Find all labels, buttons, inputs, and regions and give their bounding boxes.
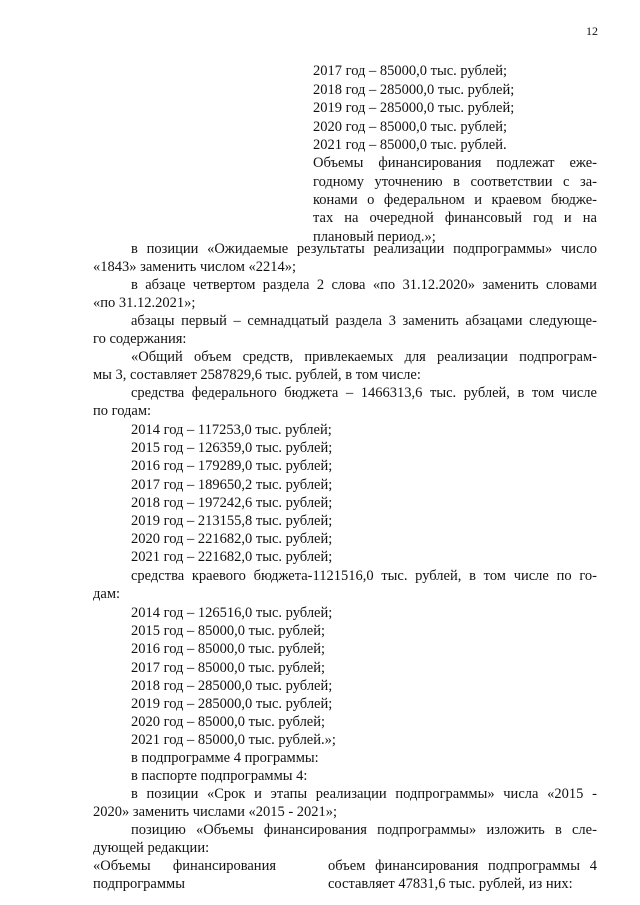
word: финансирования <box>172 858 276 874</box>
note-line <box>313 191 597 209</box>
federal-year-line: 2014 год – 117253,0 тыс. рублей; <box>131 422 332 438</box>
regional-year-line: 2014 год – 126516,0 тыс. рублей; <box>131 605 333 621</box>
word: го- <box>579 568 597 584</box>
word: числе <box>561 385 597 401</box>
word: 1466313,6 <box>360 385 423 401</box>
word: объем <box>328 858 366 874</box>
paragraph-line: дующей редакции: <box>93 840 210 856</box>
paragraph-line <box>131 240 597 258</box>
word: финансирования <box>375 858 479 874</box>
word: очередной <box>369 210 434 226</box>
regional-year-line: 2017 год – 85000,0 тыс. рублей; <box>131 659 326 676</box>
regional-year-line: 2015 год – 85000,0 тыс. рублей; <box>131 623 326 640</box>
federal-year-line: 2016 год – 179289,0 тыс. рублей; <box>131 458 333 475</box>
word: «по <box>372 277 396 293</box>
word: годному <box>313 174 364 190</box>
federal-year-line: 2020 год – 221682,0 тыс. рублей; <box>131 531 333 548</box>
word: словами <box>545 277 597 293</box>
paragraph-line <box>131 312 597 330</box>
word: сле- <box>572 822 597 838</box>
word: в <box>469 568 476 584</box>
word: том <box>483 568 506 584</box>
word: финансовый <box>444 210 522 226</box>
word: Объемы <box>313 155 364 171</box>
note-line <box>313 173 597 191</box>
word: изложить <box>486 822 545 838</box>
word: «Объемы <box>93 858 151 874</box>
word: в <box>554 822 562 838</box>
table-left-line: подпрограммы <box>93 876 185 892</box>
page-number: 12 <box>586 24 598 38</box>
word: средства <box>131 568 185 584</box>
word: «Срок <box>207 786 246 802</box>
word: о <box>367 192 375 208</box>
note-line <box>313 209 597 227</box>
word: еже- <box>569 155 597 171</box>
word: «Объемы <box>196 822 254 838</box>
word: в <box>131 786 138 802</box>
paragraph-line: в подпрограмме 4 программы: <box>131 750 319 766</box>
word: в <box>517 385 525 401</box>
word: 3 <box>388 313 396 329</box>
federal-year-line: 2021 год – 221682,0 тыс. рублей; <box>131 549 333 566</box>
word: реализации <box>315 786 387 802</box>
word: реализации <box>373 241 445 257</box>
regional-year-line: 2021 год – 85000,0 тыс. рублей.»; <box>131 732 336 749</box>
word: следующе- <box>529 313 597 329</box>
paragraph-line: го содержания: <box>93 331 187 347</box>
federal-year-line: 2019 год – 213155,8 тыс. рублей; <box>131 513 333 529</box>
word: «2015 <box>547 786 584 802</box>
word: и <box>563 210 572 226</box>
word: – <box>233 313 241 329</box>
word: за- <box>579 174 597 190</box>
word: раздела <box>262 277 310 293</box>
word: позиции <box>146 241 199 257</box>
word: подпрограм- <box>519 349 597 365</box>
word: бюджета-1121516,0 <box>253 568 374 584</box>
word: средств, <box>242 349 294 365</box>
word: 4 <box>589 858 597 874</box>
word: семнадцатый <box>247 313 329 329</box>
paragraph-line <box>131 821 597 839</box>
word: в <box>453 174 461 190</box>
table-right-line <box>328 857 597 875</box>
word: абзацами <box>465 313 523 329</box>
word: финансирования <box>263 822 367 838</box>
word: первый <box>181 313 227 329</box>
word: числа <box>503 786 539 802</box>
word: подпрограммы» <box>377 822 477 838</box>
word: федеральном <box>383 192 465 208</box>
word: «Общий <box>131 349 183 365</box>
paragraph-line: дам: <box>93 586 121 602</box>
word: заменить <box>482 277 539 293</box>
federal-year-line: 2018 год – 197242,6 тыс. рублей; <box>131 494 333 511</box>
regional-year-line: 2018 год – 285000,0 тыс. рублей; <box>131 677 333 694</box>
word: позиции <box>146 786 199 802</box>
word: позицию <box>131 822 186 838</box>
word: тах <box>313 210 334 226</box>
word: реализации <box>437 349 508 365</box>
word: для <box>404 349 426 365</box>
word: бюджета <box>284 385 339 401</box>
word: результаты <box>296 241 365 257</box>
word: подпрограммы <box>488 858 580 874</box>
word: четвертом <box>192 277 256 293</box>
word: абзаце <box>145 277 186 293</box>
word: по <box>556 568 572 584</box>
word: в <box>131 277 138 293</box>
federal-year-line: 2017 год – 189650,2 тыс. рублей; <box>131 476 333 493</box>
word: и <box>254 786 262 802</box>
regional-year-line: 2016 год – 85000,0 тыс. рублей; <box>131 641 326 658</box>
word: абзацы <box>131 313 175 329</box>
amount-line: 2017 год – 85000,0 тыс. рублей; <box>313 63 508 79</box>
regional-year-line: 2020 год – 85000,0 тыс. рублей; <box>131 714 326 731</box>
word: краевого <box>191 568 246 584</box>
word: уточнению <box>374 174 443 190</box>
regional-year-line: 2019 год – 285000,0 тыс. рублей; <box>131 696 333 712</box>
paragraph-line <box>131 567 597 585</box>
word: бюдже- <box>551 192 597 208</box>
word: «Ожидаемые <box>207 241 289 257</box>
paragraph-line <box>131 384 597 402</box>
word: краевом <box>491 192 542 208</box>
word: этапы <box>270 786 308 802</box>
word: рублей, <box>415 568 462 584</box>
word: заменить <box>402 313 459 329</box>
word: тыс. <box>381 568 408 584</box>
word: – <box>345 385 354 401</box>
word: 31.12.2020» <box>402 277 475 293</box>
word: раздела <box>335 313 383 329</box>
table-right-line: составляет 47831,6 тыс. рублей, из них: <box>328 876 573 892</box>
word: и <box>474 192 483 208</box>
word: подпрограммы» <box>453 241 553 257</box>
word: на <box>344 210 359 226</box>
word: в <box>131 241 138 257</box>
word: рублей, <box>463 385 510 401</box>
word: тыс. <box>429 385 457 401</box>
word: том <box>531 385 555 401</box>
word: на <box>582 210 597 226</box>
paragraph-line: мы 3, составляет 2587829,6 тыс. рублей, в том числе: <box>93 367 421 383</box>
word: подпрограммы» <box>395 786 495 802</box>
word: соответствии <box>470 174 553 190</box>
word: слова <box>331 277 366 293</box>
word: федерального <box>191 385 277 401</box>
note-line: плановый период.»; <box>313 229 436 245</box>
word: с <box>563 174 570 190</box>
word: конами <box>313 192 358 208</box>
federal-year-line: 2015 год – 126359,0 тыс. рублей; <box>131 440 333 457</box>
table-left-line <box>93 857 276 875</box>
word: число <box>561 241 597 257</box>
paragraph-line <box>131 276 597 294</box>
word: средства <box>131 385 185 401</box>
note-line <box>313 154 597 172</box>
amount-line: 2018 год – 285000,0 тыс. рублей; <box>313 82 515 98</box>
word: - <box>592 786 597 802</box>
paragraph-line: по годам: <box>93 403 152 419</box>
paragraph-line: «по 31.12.2021»; <box>93 295 196 311</box>
paragraph-line: в паспорте подпрограммы 4: <box>131 768 308 784</box>
paragraph-line <box>131 348 597 366</box>
amount-line: 2019 год – 285000,0 тыс. рублей; <box>313 100 515 116</box>
word: финансирования <box>378 155 482 171</box>
word: привлекаемых <box>304 349 394 365</box>
paragraph-line <box>131 785 597 803</box>
word: год <box>533 210 553 226</box>
word: подлежат <box>496 155 555 171</box>
paragraph-line: 2020» заменить числами «2015 - 2021»; <box>93 804 338 820</box>
word: объем <box>194 349 232 365</box>
amount-line: 2020 год – 85000,0 тыс. рублей; <box>313 119 508 135</box>
word: числе <box>513 568 549 584</box>
amount-line: 2021 год – 85000,0 тыс. рублей. <box>313 137 507 153</box>
word: 2 <box>316 277 325 293</box>
paragraph-line: «1843» заменить числом «2214»; <box>93 259 297 275</box>
